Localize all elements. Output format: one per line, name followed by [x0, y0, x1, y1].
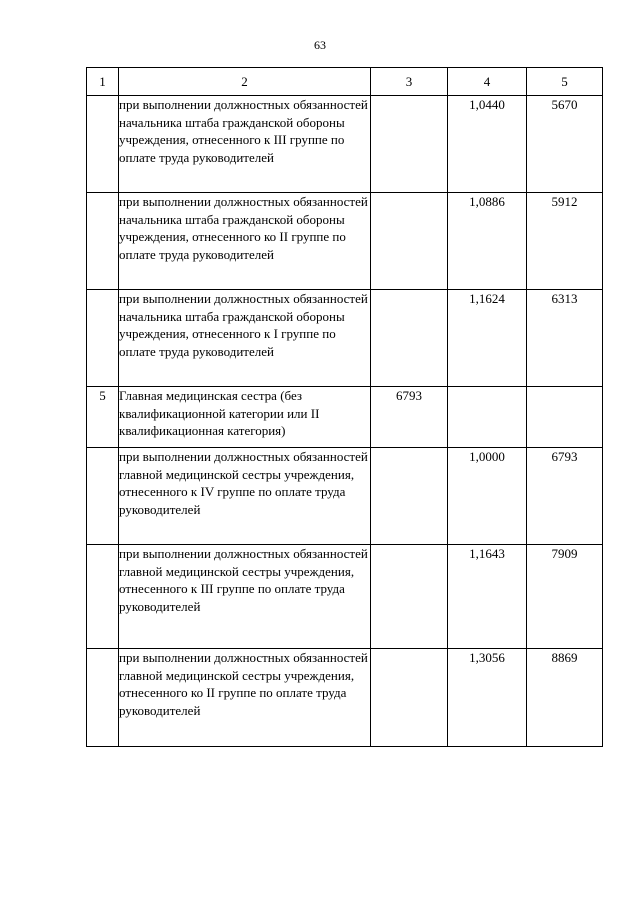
row-number: [87, 448, 119, 545]
row-coefficient: 1,0886: [448, 193, 527, 290]
table-row: [87, 649, 603, 747]
header-col-2: 2: [119, 68, 371, 96]
row-base-salary: [371, 448, 448, 545]
row-description: при выполнении должностных обязанностей начальника штаба гражданской обороны учреждения, отнесенного к III группе по оплате труда руководителей: [119, 96, 371, 193]
page-number: 63: [314, 38, 326, 52]
table-row: [87, 96, 603, 193]
row-coefficient: 1,3056: [448, 649, 527, 747]
row-coefficient: [448, 387, 527, 448]
row-number: [87, 96, 119, 193]
row-salary: 5912: [527, 193, 603, 290]
row-base-salary: 6793: [371, 387, 448, 448]
row-base-salary: [371, 193, 448, 290]
row-salary: [527, 387, 603, 448]
row-number: [87, 545, 119, 649]
table-row: [87, 545, 603, 649]
row-description: при выполнении должностных обязанностей главной медицинской сестры учреждения, отнесенного к III группе по оплате труда руководителей: [119, 545, 371, 649]
row-coefficient: 1,1624: [448, 290, 527, 387]
row-description: при выполнении должностных обязанностей главной медицинской сестры учреждения, отнесенного ко II группе по оплате труда руководителей: [119, 649, 371, 747]
table-header-row: [87, 68, 603, 96]
table-row: [87, 448, 603, 545]
row-number: [87, 290, 119, 387]
row-number: 5: [87, 387, 119, 448]
row-description: Главная медицинская сестра (без квалификационной категории или II квалификационная категория): [119, 387, 371, 448]
row-salary: 5670: [527, 96, 603, 193]
row-base-salary: [371, 545, 448, 649]
table-row: [87, 290, 603, 387]
row-description: при выполнении должностных обязанностей начальника штаба гражданской обороны учреждения, отнесенного ко II группе по оплате труда руководителей: [119, 193, 371, 290]
row-number: [87, 649, 119, 747]
header-col-1: 1: [87, 68, 119, 96]
row-base-salary: [371, 96, 448, 193]
row-base-salary: [371, 290, 448, 387]
row-salary: 8869: [527, 649, 603, 747]
header-col-3: 3: [371, 68, 448, 96]
row-salary: 6793: [527, 448, 603, 545]
row-salary: 6313: [527, 290, 603, 387]
salary-table: [86, 67, 603, 747]
row-description: при выполнении должностных обязанностей начальника штаба гражданской обороны учреждения, отнесенного к I группе по оплате труда руководителей: [119, 290, 371, 387]
row-coefficient: 1,1643: [448, 545, 527, 649]
header-col-4: 4: [448, 68, 527, 96]
row-salary: 7909: [527, 545, 603, 649]
table-row: [87, 387, 603, 448]
header-col-5: 5: [527, 68, 603, 96]
row-coefficient: 1,0000: [448, 448, 527, 545]
table-row: [87, 193, 603, 290]
row-base-salary: [371, 649, 448, 747]
row-description: при выполнении должностных обязанностей главной медицинской сестры учреждения, отнесенного к IV группе по оплате труда руководителей: [119, 448, 371, 545]
row-coefficient: 1,0440: [448, 96, 527, 193]
row-number: [87, 193, 119, 290]
